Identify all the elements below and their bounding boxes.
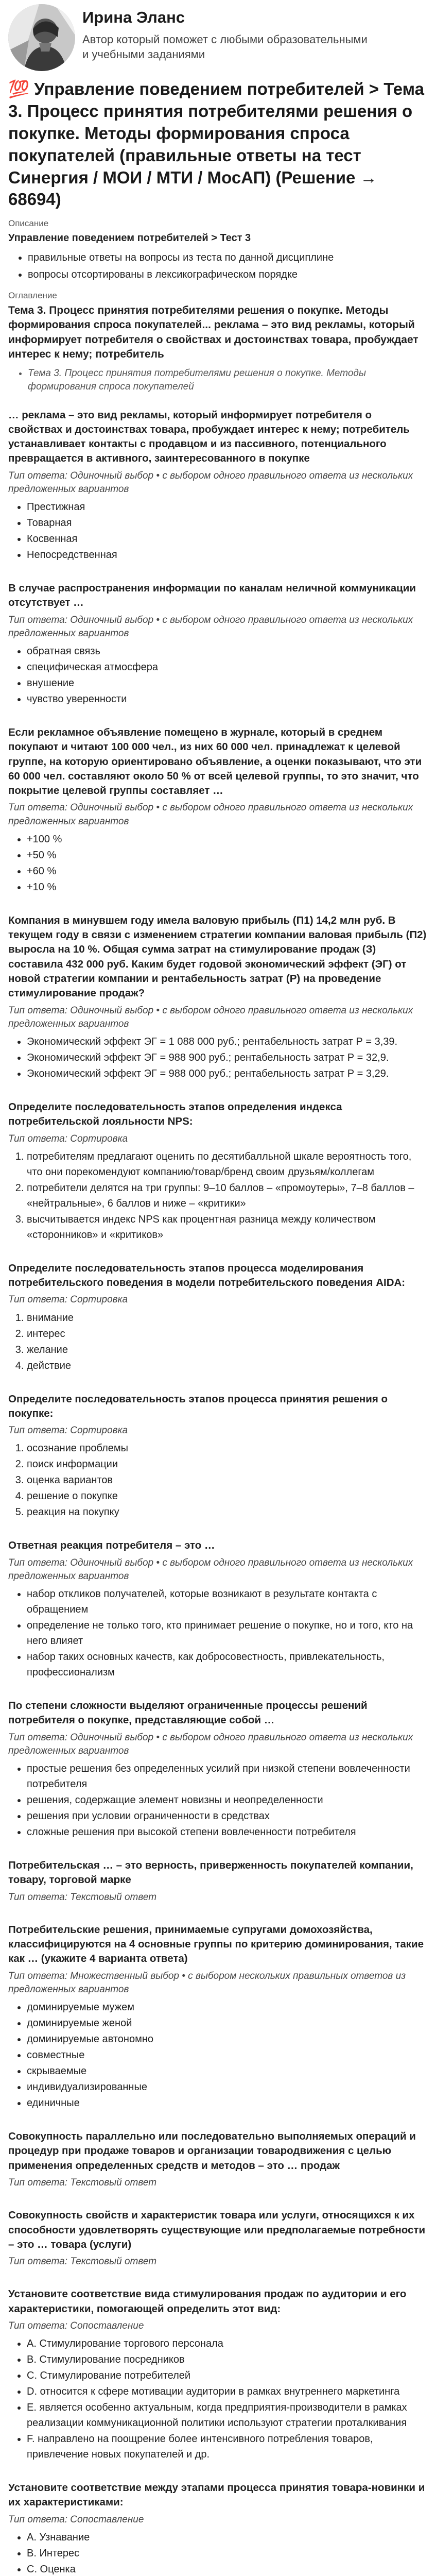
question-block — [8, 408, 428, 563]
answer-option: • решения при условии ограниченности в средствах — [27, 1808, 428, 1824]
answer-option: • Непосредственная — [27, 547, 428, 563]
answer-option: • обратная связь — [27, 643, 428, 659]
question-text: По степени сложности выделяют ограниченные процессы решений потребителя о покупке, представляющие собой … — [8, 1700, 368, 1726]
question-block — [8, 1100, 428, 1243]
answer-options — [27, 2530, 428, 2576]
answer-option: • Косвенная — [27, 531, 428, 547]
page-title: 💯 Управление поведением потребителей > Тема 3. Процесс принятия потребителями решения о покупке. Методы формирования спроса покупателей (правильные ответы на тест Синергия / МОИ / МТИ / МосАП) (Решение → 68694) — [8, 79, 424, 209]
answer-option: • Экономический эффект ЭГ = 1 088 000 руб.; рентабельность затрат Р = 3,39. — [27, 1034, 428, 1049]
author-info — [82, 4, 371, 62]
answer-options — [27, 2336, 428, 2462]
answer-option: • специфическая атмосфера — [27, 659, 428, 675]
question-text: Потребительские решения, принимаемые супругами домохозяйства, классифицируются на 4 основные группы по критерию доминирования, такие как … (укажите 4 варианта ответа) — [8, 1923, 424, 1965]
question-text: Определите последовательность этапов процесса принятия решения о покупке: — [8, 1393, 388, 1419]
answer-option: • +50 % — [27, 848, 428, 863]
answer-options — [27, 1761, 428, 1840]
answer-option: • C. Оценка — [27, 2562, 428, 2576]
answer-option: 5. реакция на покупку — [27, 1504, 428, 1520]
answer-option: 4. действие — [27, 1358, 428, 1374]
answer-option: • Экономический эффект ЭГ = 988 900 руб.; рентабельность затрат Р = 32,9. — [27, 1050, 428, 1065]
question-block — [8, 2208, 428, 2268]
answer-type: Тип ответа: Текстовый ответ — [8, 2177, 157, 2188]
answer-type: Тип ответа: Сопоставление — [8, 2514, 144, 2525]
answer-option: • доминируемые женой — [27, 2015, 428, 2031]
question-text: Если рекламное объявление помещено в журнале, который в среднем покупают и читают 100 000 чел., из них 60 000 чел. принадлежат к целевой группе, на которую ориентировано объявление, а оценки показывают, что эти 60 000 чел. составляют около 50 % от всей целевой группы, то это значит, что покрытие целевой группы составляет … — [8, 726, 422, 797]
answer-option: • чувство уверенности — [27, 691, 428, 707]
answer-option: 1. осознание проблемы — [27, 1440, 428, 1456]
question-block — [8, 1392, 428, 1520]
question-block — [8, 1858, 428, 1904]
description-item: • вопросы отсортированы в лексикографическом порядке — [28, 267, 428, 283]
answer-option: • доминируемые мужем — [27, 1999, 428, 2015]
question-text: Определите последовательность этапов процесса моделирования потребительского поведения в модели потребительского поведения AIDA: — [8, 1262, 406, 1289]
answer-option: • доминируемые автономно — [27, 2031, 428, 2047]
answer-option: 1. потребителям предлагают оценить по десятибалльной шкале вероятность того, что они порекомендуют компанию/товар/бренд своим друзьям/коллегам — [27, 1149, 428, 1180]
answer-option: • Престижная — [27, 499, 428, 515]
answer-option: • +60 % — [27, 863, 428, 879]
question-block — [8, 913, 428, 1081]
answer-option: • индивидуализированные — [27, 2079, 428, 2095]
answer-options — [27, 1586, 428, 1680]
answer-option: • Экономический эффект ЭГ = 988 000 руб.; рентабельность затрат Р = 3,29. — [27, 1066, 428, 1081]
question-text: Совокупность параллельно или последовательно выполняемых операций и процедур при продаже товаров и организации товародвижения с целью применения определенных средств и методов – это … продаж — [8, 2130, 416, 2172]
answer-option: • F. направлено на поощрение более интенсивного потребления товаров, привлечение новых покупателей и др. — [27, 2431, 428, 2462]
answer-option: • C. Стимулирование потребителей — [27, 2368, 428, 2383]
answer-type: Тип ответа: Сортировка — [8, 1294, 128, 1306]
answer-option: 3. желание — [27, 1342, 428, 1358]
question-block — [8, 1261, 428, 1374]
answer-option: • единичные — [27, 2095, 428, 2111]
question-text: Установите соответствие вида стимулирования продаж по аудитории и его характеристики, помогающей определить этот вид: — [8, 2288, 407, 2315]
question-block — [8, 2287, 428, 2462]
answer-option: • простые решения без определенных усилий при низкой степени вовлеченности потребителя — [27, 1761, 428, 1792]
description-item: • правильные ответы на вопросы из теста по данной дисциплине — [28, 250, 428, 266]
answer-option: 3. высчитывается индекс NPS как процентная разница между количеством «сторонников» и «критиков» — [27, 1212, 428, 1243]
answer-options — [27, 1999, 428, 2111]
answer-option: 2. потребители делятся на три группы: 9–10 баллов – «промоутеры», 7–8 баллов – «нейтральные», 6 баллов и ниже – «критики» — [27, 1180, 428, 1211]
answer-option: • скрываемые — [27, 2063, 428, 2079]
question-block — [8, 1923, 428, 2111]
answer-option: 2. поиск информации — [27, 1456, 428, 1472]
answer-type: Тип ответа: Одиночный выбор • с выбором одного правильного ответа из нескольких предложенных вариантов — [8, 1005, 413, 1029]
question-text: Компания в минувшем году имела валовую прибыль (П1) 14,2 млн руб. В текущем году в связи с изменением стратегии компании валовая прибыль (П2) выросла на 10 %. Общая сумма затрат на стимулирование продаж (З) составила 432 000 руб. Каким будет годовой экономический эффект (ЭГ) от новой стратегии компании и рентабельность затрат (Р) на проведение стимулирование продаж? — [8, 914, 427, 999]
answer-type: Тип ответа: Множественный выбор • с выбором нескольких правильных ответов из предложенных вариантов — [8, 1970, 406, 1995]
toc-heading: Тема 3. Процесс принятия потребителями решения о покупке. Методы формирования спроса покупателей... реклама – это вид рекламы, который информирует потребителя о свойствах и достоинствах товара, пробуждает интерес к нему; потребитель — [8, 304, 418, 360]
answer-option: 2. интерес — [27, 1326, 428, 1342]
answer-option: 3. оценка вариантов — [27, 1472, 428, 1488]
toc-item[interactable]: • Тема 3. Процесс принятия потребителями решения о покупке. Методы формирования спроса покупателей — [28, 367, 428, 393]
answer-option: • определение не только того, кто принимает решение о покупке, но и того, кто на него влияет — [27, 1618, 428, 1649]
author-avatar[interactable] — [8, 4, 75, 71]
answer-option: • совместные — [27, 2047, 428, 2063]
answer-option: 1. внимание — [27, 1310, 428, 1326]
description-heading: Управление поведением потребителей > Тест 3 — [8, 232, 251, 244]
toc-label: Оглавление — [8, 291, 57, 301]
answer-option: • +10 % — [27, 879, 428, 895]
answer-type: Тип ответа: Текстовый ответ — [8, 2256, 157, 2267]
answer-type: Тип ответа: Одиночный выбор • с выбором одного правильного ответа из нескольких предложенных вариантов — [8, 802, 413, 827]
question-text: Установите соответствие между этапами процесса принятия товара-новинки и их характеристиками: — [8, 2482, 425, 2509]
answer-options — [27, 1149, 428, 1243]
answer-option: 4. решение о покупке — [27, 1488, 428, 1504]
answer-option: • +100 % — [27, 832, 428, 847]
question-block — [8, 1538, 428, 1680]
author-header — [8, 3, 428, 71]
answer-option: • A. Стимулирование торгового персонала — [27, 2336, 428, 2351]
answer-type: Тип ответа: Сортировка — [8, 1425, 128, 1436]
answer-option: • набор таких основных качеств, как добросовестность, привлекательность, профессионализм — [27, 1649, 428, 1680]
answer-type: Тип ответа: Текстовый ответ — [8, 1891, 157, 1903]
answer-option: • внушение — [27, 675, 428, 691]
question-text: Определите последовательность этапов определения индекса потребительской лояльности NPS: — [8, 1101, 342, 1128]
answer-option: • B. Интерес — [27, 2546, 428, 2561]
answer-options — [27, 832, 428, 895]
answer-option: • B. Стимулирование посредников — [27, 2352, 428, 2367]
question-block — [8, 1699, 428, 1840]
toc-list — [28, 367, 428, 393]
answer-type: Тип ответа: Одиночный выбор • с выбором одного правильного ответа из нескольких предложенных вариантов — [8, 1732, 413, 1756]
question-text: … реклама – это вид рекламы, который информирует потребителя о свойствах и достоинствах товара, пробуждает интерес к нему; потребитель устанавливает контакты с продавцом и из пассивного, потенциального превращается в активного, заинтересованного в покупке — [8, 409, 410, 465]
answer-option: • сложные решения при высокой степени вовлеченности потребителя — [27, 1824, 428, 1840]
answer-option: • E. является особенно актуальным, когда предприятия-производители в рамках реализации коммуникационной политики используют стратегии проталкивания — [27, 2400, 428, 2431]
question-block — [8, 581, 428, 707]
answer-option: • D. относится к сфере мотивации аудитории в рамках внутреннего маркетинга — [27, 2384, 428, 2399]
description-list — [28, 250, 428, 283]
question-text: В случае распространения информации по каналам неличной коммуникации отсутствует … — [8, 582, 416, 609]
answer-option: • набор откликов получателей, которые возникают в результате контакта с обращением — [27, 1586, 428, 1617]
answer-type: Тип ответа: Сопоставление — [8, 2320, 144, 2331]
author-description: Автор который поможет с любыми образовательными и учебными заданиями — [82, 32, 368, 61]
question-text: Потребительская … – это верность, приверженность покупателей компании, товару, торговой марке — [8, 1859, 413, 1886]
question-block — [8, 725, 428, 895]
author-name[interactable]: Ирина Эланс — [82, 8, 185, 26]
question-text: Ответная реакция потребителя – это … — [8, 1539, 215, 1552]
answer-type: Тип ответа: Одиночный выбор • с выбором одного правильного ответа из нескольких предложенных вариантов — [8, 470, 413, 495]
answer-options — [27, 1310, 428, 1374]
question-text: Совокупность свойств и характеристик товара или услуги, относящихся к их способности удовлетворять существующие или предполагаемые потребности – это … товара (услуги) — [8, 2209, 426, 2250]
answer-options — [27, 499, 428, 563]
answer-type: Тип ответа: Одиночный выбор • с выбором одного правильного ответа из нескольких предложенных вариантов — [8, 614, 413, 639]
question-block — [8, 2129, 428, 2190]
answer-option: • Товарная — [27, 515, 428, 531]
answer-option: • решения, содержащие элемент новизны и неопределенности — [27, 1792, 428, 1808]
answer-options — [27, 1440, 428, 1520]
answer-type: Тип ответа: Сортировка — [8, 1133, 128, 1144]
questions-list — [8, 408, 428, 2576]
description-label: Описание — [8, 218, 49, 229]
answer-type: Тип ответа: Одиночный выбор • с выбором одного правильного ответа из нескольких предложенных вариантов — [8, 1557, 413, 1582]
avatar-photo-icon — [8, 4, 75, 71]
question-block — [8, 2481, 428, 2576]
answer-options — [27, 1034, 428, 1081]
answer-options — [27, 643, 428, 707]
answer-option: • A. Узнавание — [27, 2530, 428, 2545]
